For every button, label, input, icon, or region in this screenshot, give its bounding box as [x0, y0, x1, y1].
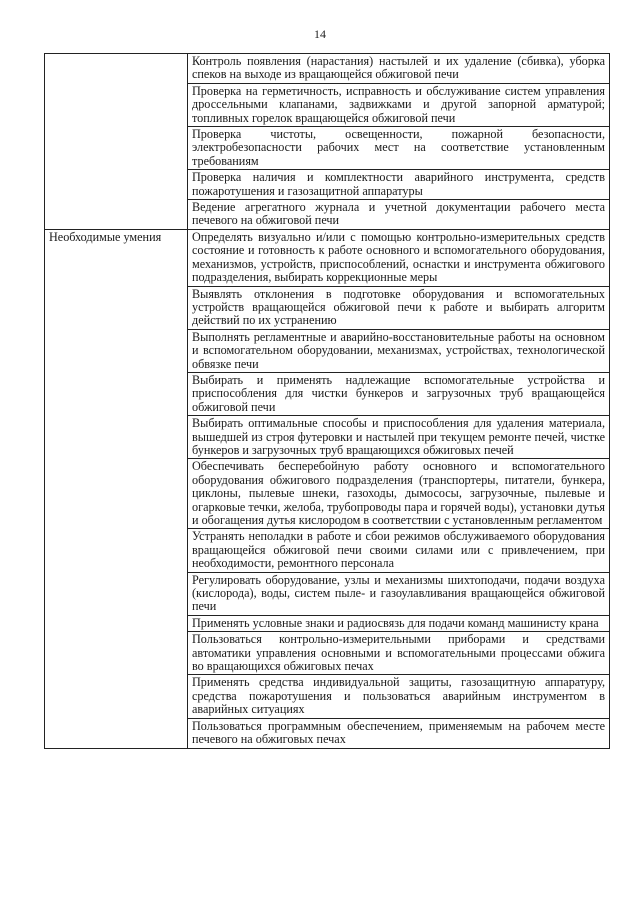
table-row	[45, 54, 610, 84]
table-cell: Выявлять отклонения в подготовке оборудования и вспомогательных устройств вращающейся обжиговой печи к работе и выбирать алгоритм действий по их устранению	[188, 286, 610, 329]
table-cell: Проверка на герметичность, исправность и обслуживание систем управления дроссельными клапанами, задвижками и другой запорной арматурой; топливных горелок вращающейся обжиговой печи	[188, 83, 610, 126]
continued-label-cell	[45, 54, 188, 230]
section-label-cell	[45, 229, 188, 748]
table-cell: Пользоваться программным обеспечением, применяемым на рабочем месте печевого на обжиговых печах	[188, 718, 610, 748]
table-cell: Регулировать оборудование, узлы и механизмы шихтоподачи, подачи воздуха (кислорода), воды, систем пыле- и газоулавливания вращающейся обжиговой печи	[188, 572, 610, 615]
table-cell: Применять условные знаки и радиосвязь для подачи команд машинисту крана	[188, 615, 610, 631]
table-cell: Проверка чистоты, освещенности, пожарной безопасности, электробезопасности рабочих мест на соответствие установленным требованиям	[188, 127, 610, 170]
table-cell: Устранять неполадки в работе и сбои режимов обслуживаемого оборудования вращающейся обжиговой печи своими силами или с привлечением, при необходимости, ремонтного персонала	[188, 529, 610, 572]
table-row	[45, 229, 610, 286]
table-cell: Ведение агрегатного журнала и учетной документации рабочего места печевого на обжиговой печи	[188, 200, 610, 230]
table-cell: Выбирать оптимальные способы и приспособления для удаления материала, вышедшей из строя футеровки и настылей при текущем ремонте печей, чистке бункеров и загрузочных труб вращающихся обжиговых печей	[188, 416, 610, 459]
table-cell: Определять визуально и/или с помощью контрольно-измерительных средств состояние и готовность к работе основного и вспомогательного оборудования, механизмов, устройств, приспособлений, оснастки и инструмента обжигового подразделения, выбирать коррекционные меры	[188, 229, 610, 286]
competency-table	[44, 53, 610, 749]
table-cell: Выбирать и применять надлежащие вспомогательные устройства и приспособления для чистки бункеров и загрузочных труб вращающейся обжиговой печи	[188, 372, 610, 415]
section-label: Необходимые умения	[49, 229, 162, 244]
table-cell: Выполнять регламентные и аварийно-восстановительные работы на основном и вспомогательном оборудовании, механизмах, устройствах, технологической обвязке печи	[188, 329, 610, 372]
page-number: 14	[314, 27, 326, 41]
table-cell: Контроль появления (нарастания) настылей и их удаление (сбивка), уборка спеков на выходе из вращающейся обжиговой печи	[188, 54, 610, 84]
table-cell: Обеспечивать бесперебойную работу основного и вспомогательного оборудования обжигового подразделения (транспортеры, питатели, бункера, циклоны, пылевые шнеки, газоходы, дымососы, загрузочные, пылевые и огарковые течки, желоба, трубопроводы пара и горячей воды), установки дутья и обогащения дутья кислородом в соответствии с установленным регламентом	[188, 459, 610, 529]
table-cell: Проверка наличия и комплектности аварийного инструмента, средств пожаротушения и газозащитной аппаратуры	[188, 170, 610, 200]
table-cell: Пользоваться контрольно-измерительными приборами и средствами автоматики управления основными и вспомогательными процессами обжига во вращающихся обжиговых печах	[188, 632, 610, 675]
table-cell: Применять средства индивидуальной защиты, газозащитную аппаратуру, средства пожаротушения и пользоваться аварийным инструментом в аварийных ситуациях	[188, 675, 610, 718]
